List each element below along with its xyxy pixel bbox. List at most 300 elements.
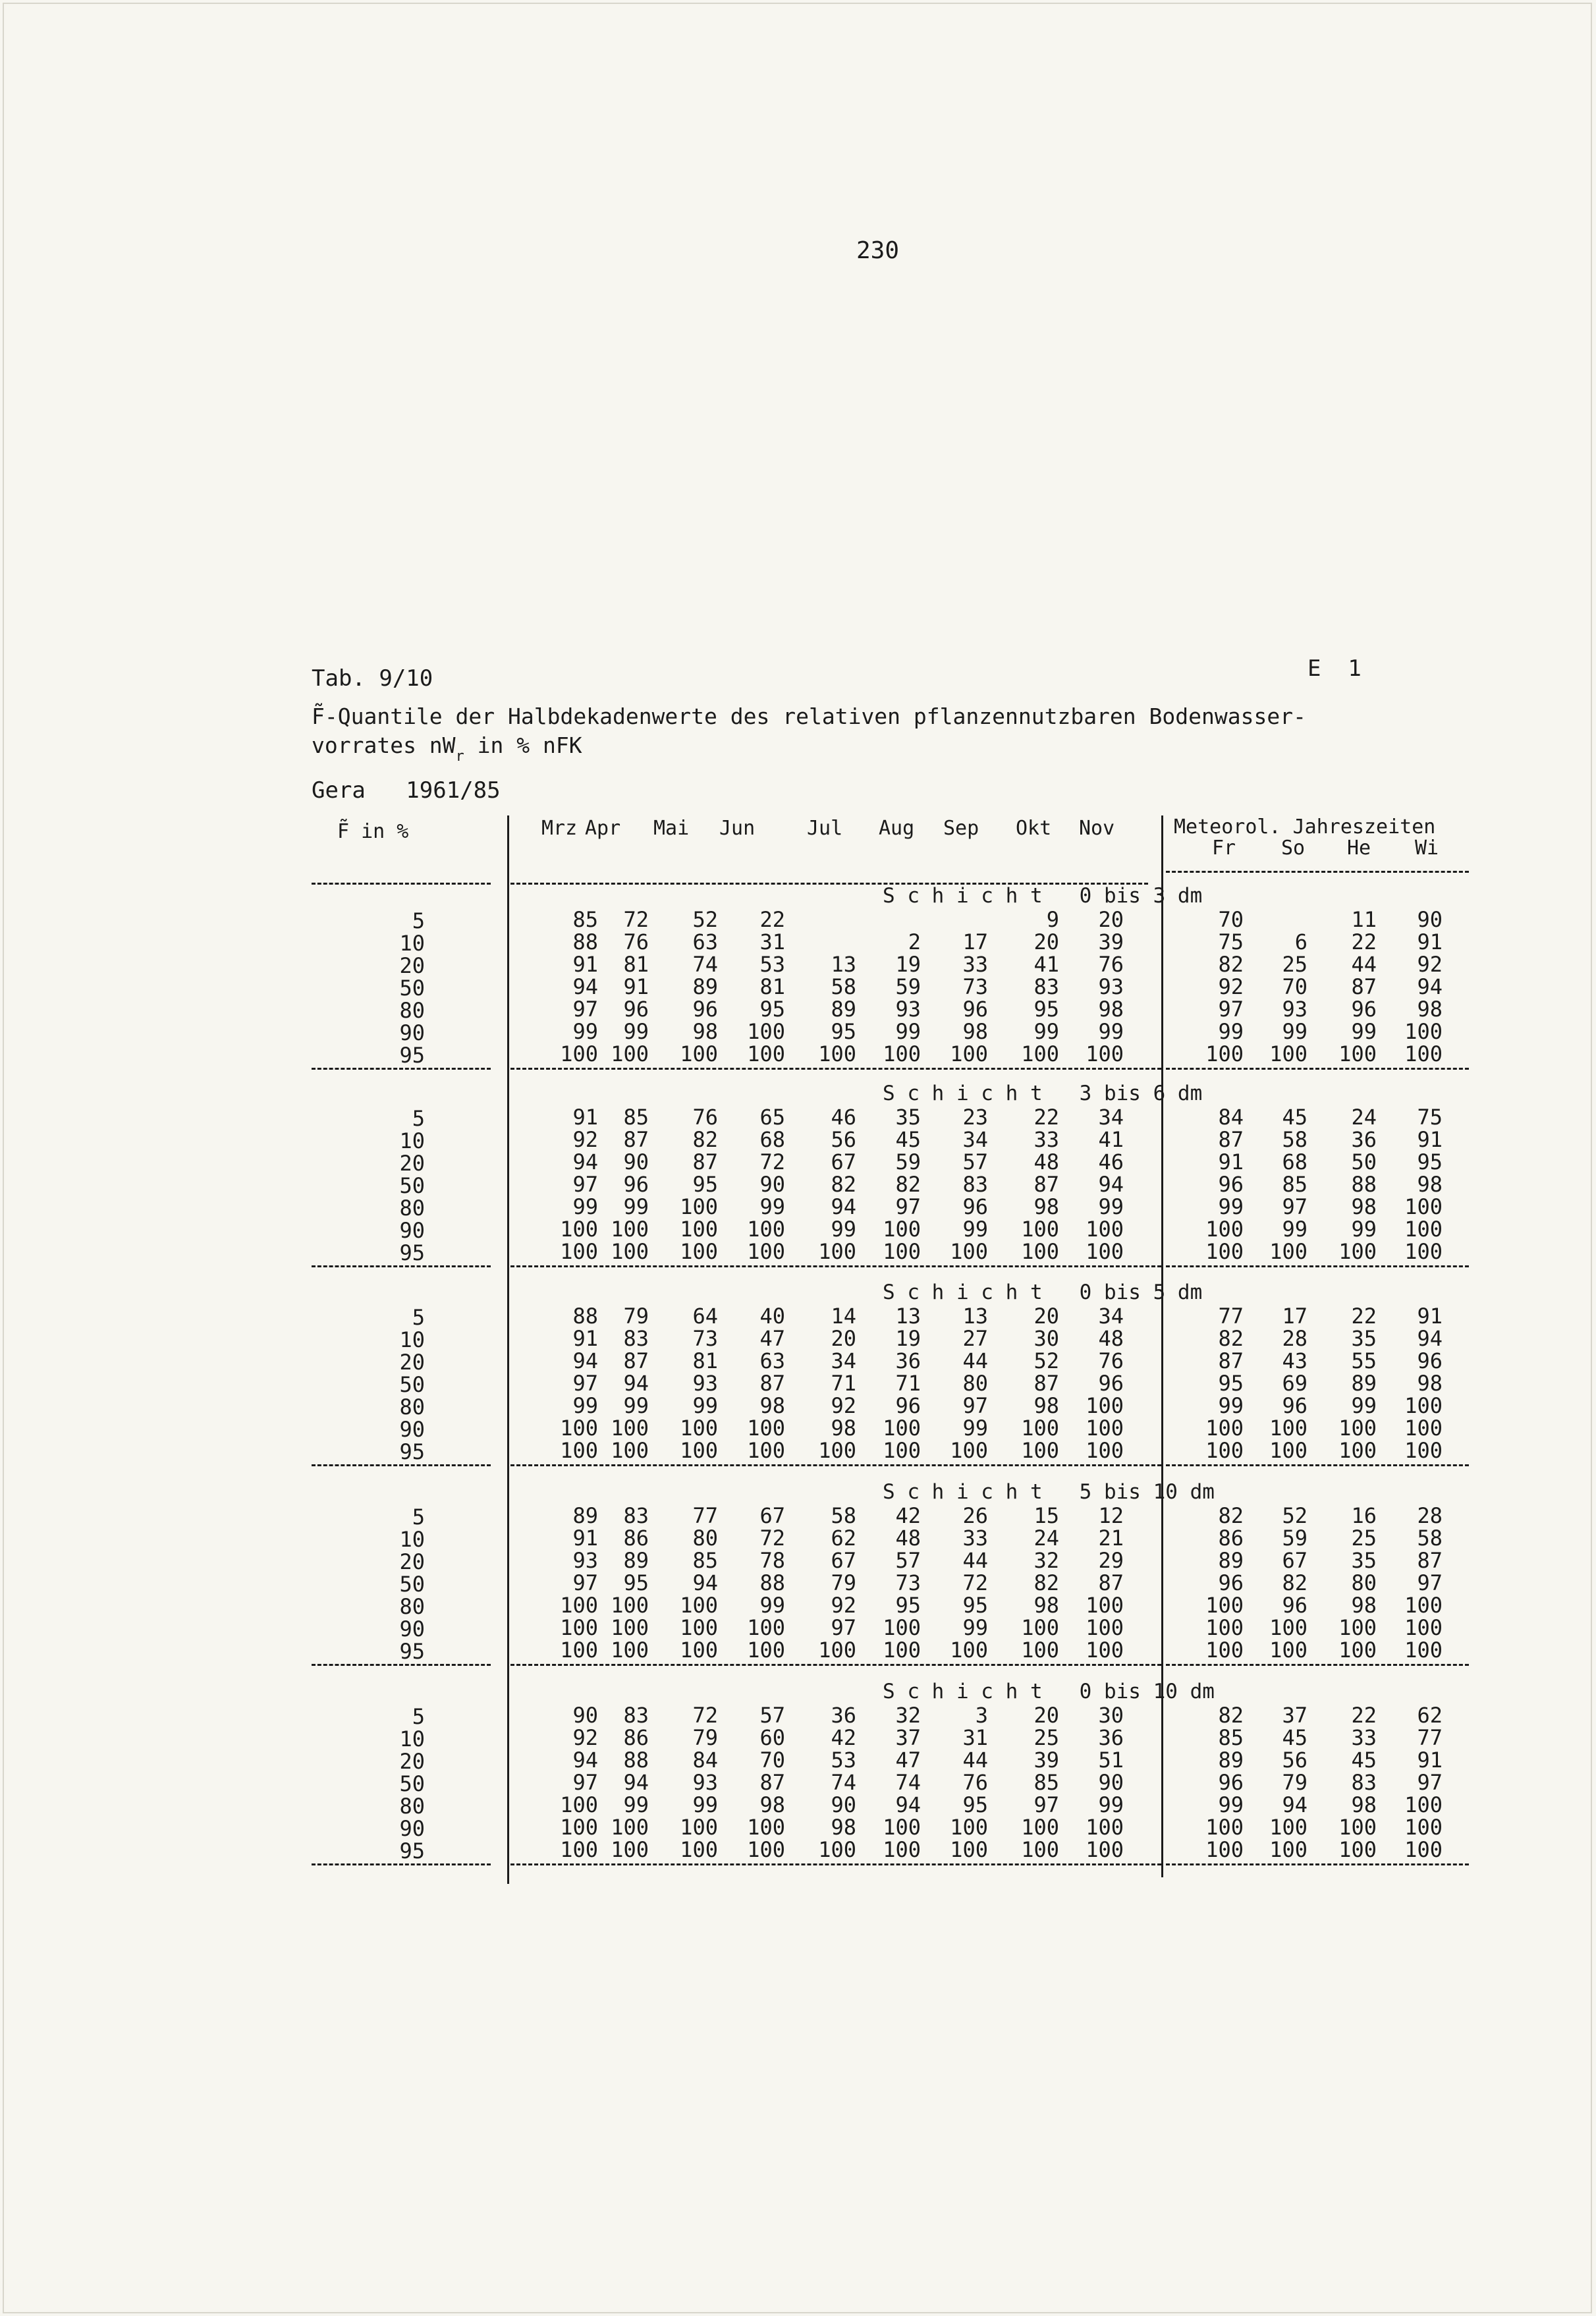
table-cell: 95 [759, 997, 785, 1022]
title-line2-post: in % nFK [464, 732, 582, 758]
table-cell: 44 [962, 1348, 988, 1373]
f-quantile-value: 5 [412, 1305, 425, 1330]
table-cell: 100 [560, 1792, 598, 1817]
table-cell: 97 [572, 1172, 598, 1197]
table-cell: 58 [1282, 1127, 1307, 1152]
f-quantile-value: 20 [399, 1151, 425, 1176]
table-cell: 83 [623, 1326, 649, 1351]
table-cell: 79 [623, 1304, 649, 1329]
table-cell: 100 [950, 1815, 988, 1840]
table-cell: 88 [1351, 1172, 1377, 1197]
table-cell: 58 [831, 974, 856, 999]
season-header: Wi [1415, 837, 1439, 860]
table-cell: 99 [692, 1792, 718, 1817]
table-cell: 13 [831, 952, 856, 977]
month-header: Okt [1016, 817, 1052, 840]
table-cell: 99 [962, 1416, 988, 1441]
table-cell: 85 [572, 907, 598, 932]
table-cell: 99 [1098, 1019, 1124, 1044]
table-cell: 100 [1269, 1638, 1307, 1663]
table-cell: 100 [1021, 1837, 1059, 1862]
table-cell: 99 [1033, 1019, 1059, 1044]
table-cell: 28 [1417, 1503, 1443, 1528]
f-quantile-value: 50 [399, 1771, 425, 1796]
table-cell: 100 [1086, 1041, 1124, 1066]
table-cell: 100 [560, 1041, 598, 1066]
table-cell: 97 [962, 1393, 988, 1418]
table-cell: 82 [1033, 1570, 1059, 1595]
table-cell: 16 [1351, 1503, 1377, 1528]
table-cell: 64 [692, 1304, 718, 1329]
table-cell: 93 [692, 1770, 718, 1795]
table-cell: 98 [1033, 1393, 1059, 1418]
table-cell: 19 [895, 1326, 921, 1351]
table-cell: 14 [831, 1304, 856, 1329]
table-cell: 63 [759, 1348, 785, 1373]
table-cell: 99 [895, 1019, 921, 1044]
table-cell: 99 [572, 1019, 598, 1044]
table-cell: 36 [1098, 1725, 1124, 1750]
table-cell: 85 [1033, 1770, 1059, 1795]
table-cell: 99 [1218, 1194, 1244, 1219]
table-title-line2 [312, 732, 582, 765]
table-cell: 100 [1404, 1019, 1443, 1044]
table-cell: 34 [1098, 1304, 1124, 1329]
table-cell: 82 [831, 1172, 856, 1197]
table-cell: 59 [895, 1149, 921, 1174]
table-cell: 100 [1338, 1239, 1377, 1264]
table-cell: 100 [680, 1638, 718, 1663]
table-cell: 33 [962, 1526, 988, 1551]
table-code: E 1 [1307, 655, 1362, 682]
table-cell: 99 [1098, 1792, 1124, 1817]
table-cell: 13 [962, 1304, 988, 1329]
f-quantile-value: 20 [399, 1749, 425, 1774]
block-divider-left [312, 1863, 491, 1865]
table-cell: 76 [1098, 1348, 1124, 1373]
table-cell: 41 [1098, 1127, 1124, 1152]
table-cell: 92 [572, 1127, 598, 1152]
table-cell: 33 [1351, 1725, 1377, 1750]
table-cell: 48 [1033, 1149, 1059, 1174]
season-header: Fr [1212, 837, 1236, 860]
table-cell: 100 [680, 1815, 718, 1840]
table-cell: 100 [1205, 1615, 1244, 1640]
table-cell: 97 [572, 1770, 598, 1795]
table-cell: 100 [1086, 1239, 1124, 1264]
table-cell: 97 [895, 1194, 921, 1219]
table-cell: 95 [692, 1172, 718, 1197]
table-cell: 100 [747, 1615, 785, 1640]
table-cell: 100 [950, 1837, 988, 1862]
table-cell: 98 [759, 1792, 785, 1817]
table-cell: 31 [759, 929, 785, 954]
table-cell: 91 [1417, 1304, 1443, 1329]
table-cell: 100 [611, 1438, 649, 1463]
table-cell: 99 [1218, 1393, 1244, 1418]
table-cell: 11 [1351, 907, 1377, 932]
table-cell: 89 [692, 974, 718, 999]
table-cell: 99 [623, 1019, 649, 1044]
table-cell: 87 [1098, 1570, 1124, 1595]
table-cell: 91 [572, 1105, 598, 1130]
table-cell: 84 [1218, 1105, 1244, 1130]
f-quantile-value: 10 [399, 931, 425, 956]
table-cell: 88 [572, 1304, 598, 1329]
table-cell: 100 [1404, 1792, 1443, 1817]
table-cell: 100 [1269, 1815, 1307, 1840]
f-quantile-value: 90 [399, 1417, 425, 1442]
table-cell: 94 [572, 974, 598, 999]
table-cell: 71 [831, 1371, 856, 1396]
month-header: Jul [807, 817, 843, 840]
table-cell: 87 [1417, 1548, 1443, 1573]
table-cell: 100 [1404, 1041, 1443, 1066]
table-cell: 100 [560, 1217, 598, 1242]
table-cell: 79 [692, 1725, 718, 1750]
table-cell: 55 [1351, 1348, 1377, 1373]
vertical-rule-left [507, 815, 509, 1884]
table-cell: 72 [623, 907, 649, 932]
table-cell: 99 [759, 1194, 785, 1219]
table-cell: 20 [1098, 907, 1124, 932]
f-quantile-value: 50 [399, 1572, 425, 1597]
table-cell: 81 [623, 952, 649, 977]
table-cell: 94 [623, 1371, 649, 1396]
table-cell: 89 [623, 1548, 649, 1573]
table-cell: 67 [831, 1149, 856, 1174]
table-cell: 25 [1282, 952, 1307, 977]
table-cell: 42 [831, 1725, 856, 1750]
block-divider-left [312, 1265, 491, 1267]
table-cell: 73 [962, 974, 988, 999]
table-cell: 91 [1417, 1748, 1443, 1773]
table-cell: 20 [1033, 929, 1059, 954]
table-cell: 100 [1269, 1041, 1307, 1066]
table-cell: 39 [1033, 1748, 1059, 1773]
table-cell: 52 [1282, 1503, 1307, 1528]
f-quantile-value: 50 [399, 1173, 425, 1198]
table-cell: 100 [1021, 1815, 1059, 1840]
table-cell: 47 [759, 1326, 785, 1351]
table-cell: 95 [1033, 997, 1059, 1022]
table-cell: 89 [1351, 1371, 1377, 1396]
table-cell: 100 [680, 1217, 718, 1242]
table-cell: 72 [759, 1149, 785, 1174]
table-cell: 98 [1098, 997, 1124, 1022]
table-cell: 100 [1269, 1837, 1307, 1862]
table-cell: 99 [1351, 1393, 1377, 1418]
table-cell: 73 [895, 1570, 921, 1595]
table-cell: 96 [1218, 1570, 1244, 1595]
block-divider-mid [510, 1863, 1161, 1865]
table-cell: 34 [831, 1348, 856, 1373]
table-cell: 100 [1205, 1593, 1244, 1618]
table-cell: 70 [1218, 907, 1244, 932]
season-header: He [1347, 837, 1371, 860]
table-cell: 42 [895, 1503, 921, 1528]
table-cell: 60 [759, 1725, 785, 1750]
table-cell: 33 [1033, 1127, 1059, 1152]
table-cell: 77 [1218, 1304, 1244, 1329]
table-cell: 100 [1338, 1041, 1377, 1066]
table-cell: 92 [572, 1725, 598, 1750]
table-cell: 67 [1282, 1548, 1307, 1573]
table-cell: 94 [692, 1570, 718, 1595]
table-cell: 33 [962, 952, 988, 977]
seasons-title: Meteorol. Jahreszeiten [1174, 815, 1436, 839]
table-cell: 76 [1098, 952, 1124, 977]
table-cell: 48 [895, 1526, 921, 1551]
f-quantile-value: 80 [399, 1594, 425, 1619]
table-cell: 83 [623, 1503, 649, 1528]
table-cell: 65 [759, 1105, 785, 1130]
table-cell: 87 [759, 1371, 785, 1396]
block-divider-right [1166, 1265, 1469, 1267]
table-cell: 100 [560, 1815, 598, 1840]
table-cell: 98 [831, 1815, 856, 1840]
header-divider-left [312, 883, 491, 885]
table-cell: 82 [1218, 1703, 1244, 1728]
table-cell: 100 [747, 1837, 785, 1862]
table-cell: 85 [623, 1105, 649, 1130]
table-cell: 100 [950, 1438, 988, 1463]
table-cell: 100 [680, 1041, 718, 1066]
table-cell: 100 [560, 1837, 598, 1862]
table-cell: 100 [680, 1593, 718, 1618]
table-cell: 100 [1205, 1217, 1244, 1242]
table-cell: 36 [1351, 1127, 1377, 1152]
f-column-header: F̃ in % [337, 820, 409, 843]
table-cell: 20 [1033, 1304, 1059, 1329]
table-cell: 24 [1033, 1526, 1059, 1551]
table-cell: 100 [747, 1438, 785, 1463]
table-cell: 88 [572, 929, 598, 954]
block-divider-left [312, 1464, 491, 1466]
f-quantile-value: 95 [399, 1439, 425, 1464]
table-cell: 82 [1218, 1326, 1244, 1351]
table-cell: 25 [1033, 1725, 1059, 1750]
table-cell: 90 [1098, 1770, 1124, 1795]
table-cell: 15 [1033, 1503, 1059, 1528]
table-cell: 87 [623, 1348, 649, 1373]
table-cell: 96 [1218, 1172, 1244, 1197]
table-cell: 96 [692, 997, 718, 1022]
table-cell: 99 [572, 1194, 598, 1219]
table-cell: 95 [962, 1593, 988, 1618]
table-cell: 100 [883, 1615, 921, 1640]
table-cell: 100 [1404, 1217, 1443, 1242]
f-quantile-value: 10 [399, 1527, 425, 1552]
block-divider-right [1166, 1863, 1469, 1865]
table-cell: 100 [1021, 1438, 1059, 1463]
table-cell: 100 [1021, 1239, 1059, 1264]
table-cell: 95 [1417, 1149, 1443, 1174]
table-cell: 100 [1404, 1615, 1443, 1640]
table-cell: 100 [611, 1815, 649, 1840]
table-cell: 36 [895, 1348, 921, 1373]
table-cell: 100 [747, 1416, 785, 1441]
table-cell: 100 [611, 1837, 649, 1862]
month-header: Jun [719, 817, 756, 840]
table-cell: 90 [572, 1703, 598, 1728]
table-cell: 100 [611, 1615, 649, 1640]
month-header: Nov [1079, 817, 1115, 840]
table-cell: 100 [1205, 1416, 1244, 1441]
table-cell: 91 [572, 952, 598, 977]
header-divider-right [1166, 871, 1469, 873]
f-quantile-value: 20 [399, 1350, 425, 1375]
table-cell: 100 [1086, 1416, 1124, 1441]
f-quantile-value: 80 [399, 1196, 425, 1221]
table-cell: 95 [1218, 1371, 1244, 1396]
table-cell: 78 [759, 1548, 785, 1573]
table-cell: 79 [1282, 1770, 1307, 1795]
block-divider-left [312, 1068, 491, 1070]
table-cell: 90 [831, 1792, 856, 1817]
table-cell: 19 [895, 952, 921, 977]
table-cell: 87 [692, 1149, 718, 1174]
table-cell: 94 [1417, 974, 1443, 999]
f-quantile-value: 90 [399, 1816, 425, 1841]
table-cell: 100 [1086, 1638, 1124, 1663]
table-cell: 96 [623, 997, 649, 1022]
table-cell: 100 [1205, 1815, 1244, 1840]
f-quantile-value: 10 [399, 1128, 425, 1153]
table-cell: 2 [908, 929, 921, 954]
table-cell: 94 [572, 1149, 598, 1174]
table-cell: 94 [1098, 1172, 1124, 1197]
table-cell: 30 [1033, 1326, 1059, 1351]
table-cell: 20 [1033, 1703, 1059, 1728]
table-cell: 35 [1351, 1326, 1377, 1351]
table-cell: 98 [1351, 1792, 1377, 1817]
table-label: Tab. 9/10 [312, 665, 433, 692]
table-cell: 91 [572, 1526, 598, 1551]
table-cell: 72 [692, 1703, 718, 1728]
month-header: Mrz [541, 817, 578, 840]
table-cell: 100 [1021, 1615, 1059, 1640]
table-cell: 100 [1021, 1638, 1059, 1663]
table-cell: 43 [1282, 1348, 1307, 1373]
table-cell: 100 [883, 1217, 921, 1242]
f-quantile-value: 80 [399, 998, 425, 1023]
table-cell: 52 [1033, 1348, 1059, 1373]
table-cell: 99 [1282, 1019, 1307, 1044]
table-cell: 100 [1338, 1438, 1377, 1463]
table-cell: 99 [759, 1593, 785, 1618]
table-cell: 98 [1033, 1593, 1059, 1618]
table-cell: 100 [818, 1041, 856, 1066]
table-cell: 35 [1351, 1548, 1377, 1573]
table-cell: 87 [759, 1770, 785, 1795]
table-cell: 83 [962, 1172, 988, 1197]
table-cell: 100 [1269, 1615, 1307, 1640]
table-cell: 87 [623, 1127, 649, 1152]
table-cell: 68 [1282, 1149, 1307, 1174]
table-cell: 100 [1404, 1815, 1443, 1840]
table-cell: 59 [1282, 1526, 1307, 1551]
table-cell: 32 [1033, 1548, 1059, 1573]
table-cell: 37 [1282, 1703, 1307, 1728]
table-cell: 50 [1351, 1149, 1377, 1174]
table-cell: 90 [759, 1172, 785, 1197]
layer-label: S c h i c h t 0 bis 10 dm [883, 1680, 1215, 1703]
table-cell: 82 [692, 1127, 718, 1152]
table-cell: 100 [1086, 1393, 1124, 1418]
table-cell: 94 [895, 1792, 921, 1817]
table-cell: 22 [1351, 929, 1377, 954]
table-cell: 100 [818, 1837, 856, 1862]
table-cell: 58 [831, 1503, 856, 1528]
table-cell: 100 [1205, 1041, 1244, 1066]
f-quantile-value: 5 [412, 1704, 425, 1729]
month-header: Sep [943, 817, 979, 840]
month-header: Mai [653, 817, 690, 840]
table-cell: 86 [623, 1725, 649, 1750]
table-cell: 90 [623, 1149, 649, 1174]
table-cell: 100 [747, 1019, 785, 1044]
table-cell: 83 [623, 1703, 649, 1728]
table-cell: 96 [1417, 1348, 1443, 1373]
table-cell: 22 [1033, 1105, 1059, 1130]
table-cell: 94 [623, 1770, 649, 1795]
table-cell: 100 [818, 1239, 856, 1264]
table-cell: 95 [895, 1593, 921, 1618]
table-cell: 100 [1086, 1615, 1124, 1640]
block-divider-mid [510, 1265, 1161, 1267]
title-line2-pre: vorrates nW [312, 732, 456, 758]
table-cell: 100 [560, 1615, 598, 1640]
table-cell: 6 [1294, 929, 1307, 954]
table-cell: 36 [831, 1703, 856, 1728]
f-quantile-value: 20 [399, 953, 425, 978]
table-cell: 100 [1404, 1393, 1443, 1418]
table-cell: 99 [831, 1217, 856, 1242]
table-cell: 100 [1021, 1217, 1059, 1242]
layer-label: S c h i c h t 0 bis 5 dm [883, 1281, 1203, 1304]
table-cell: 93 [1098, 974, 1124, 999]
table-cell: 91 [1417, 1127, 1443, 1152]
station-period: Gera 1961/85 [312, 777, 501, 804]
table-cell: 100 [1404, 1438, 1443, 1463]
table-cell: 100 [1404, 1593, 1443, 1618]
table-cell: 79 [831, 1570, 856, 1595]
table-cell: 100 [611, 1593, 649, 1618]
table-cell: 100 [950, 1638, 988, 1663]
table-cell: 100 [883, 1638, 921, 1663]
table-cell: 100 [560, 1239, 598, 1264]
table-cell: 9 [1046, 907, 1059, 932]
table-cell: 100 [747, 1217, 785, 1242]
table-cell: 24 [1351, 1105, 1377, 1130]
f-quantile-value: 5 [412, 1106, 425, 1131]
table-cell: 37 [895, 1725, 921, 1750]
table-cell: 98 [1351, 1593, 1377, 1618]
f-quantile-value: 5 [412, 908, 425, 933]
table-cell: 56 [831, 1127, 856, 1152]
table-cell: 71 [895, 1371, 921, 1396]
table-cell: 97 [572, 997, 598, 1022]
table-cell: 57 [962, 1149, 988, 1174]
table-cell: 92 [1218, 974, 1244, 999]
table-cell: 100 [1404, 1194, 1443, 1219]
table-cell: 87 [1351, 974, 1377, 999]
table-cell: 26 [962, 1503, 988, 1528]
table-cell: 44 [962, 1748, 988, 1773]
table-cell: 81 [692, 1348, 718, 1373]
table-cell: 100 [680, 1239, 718, 1264]
